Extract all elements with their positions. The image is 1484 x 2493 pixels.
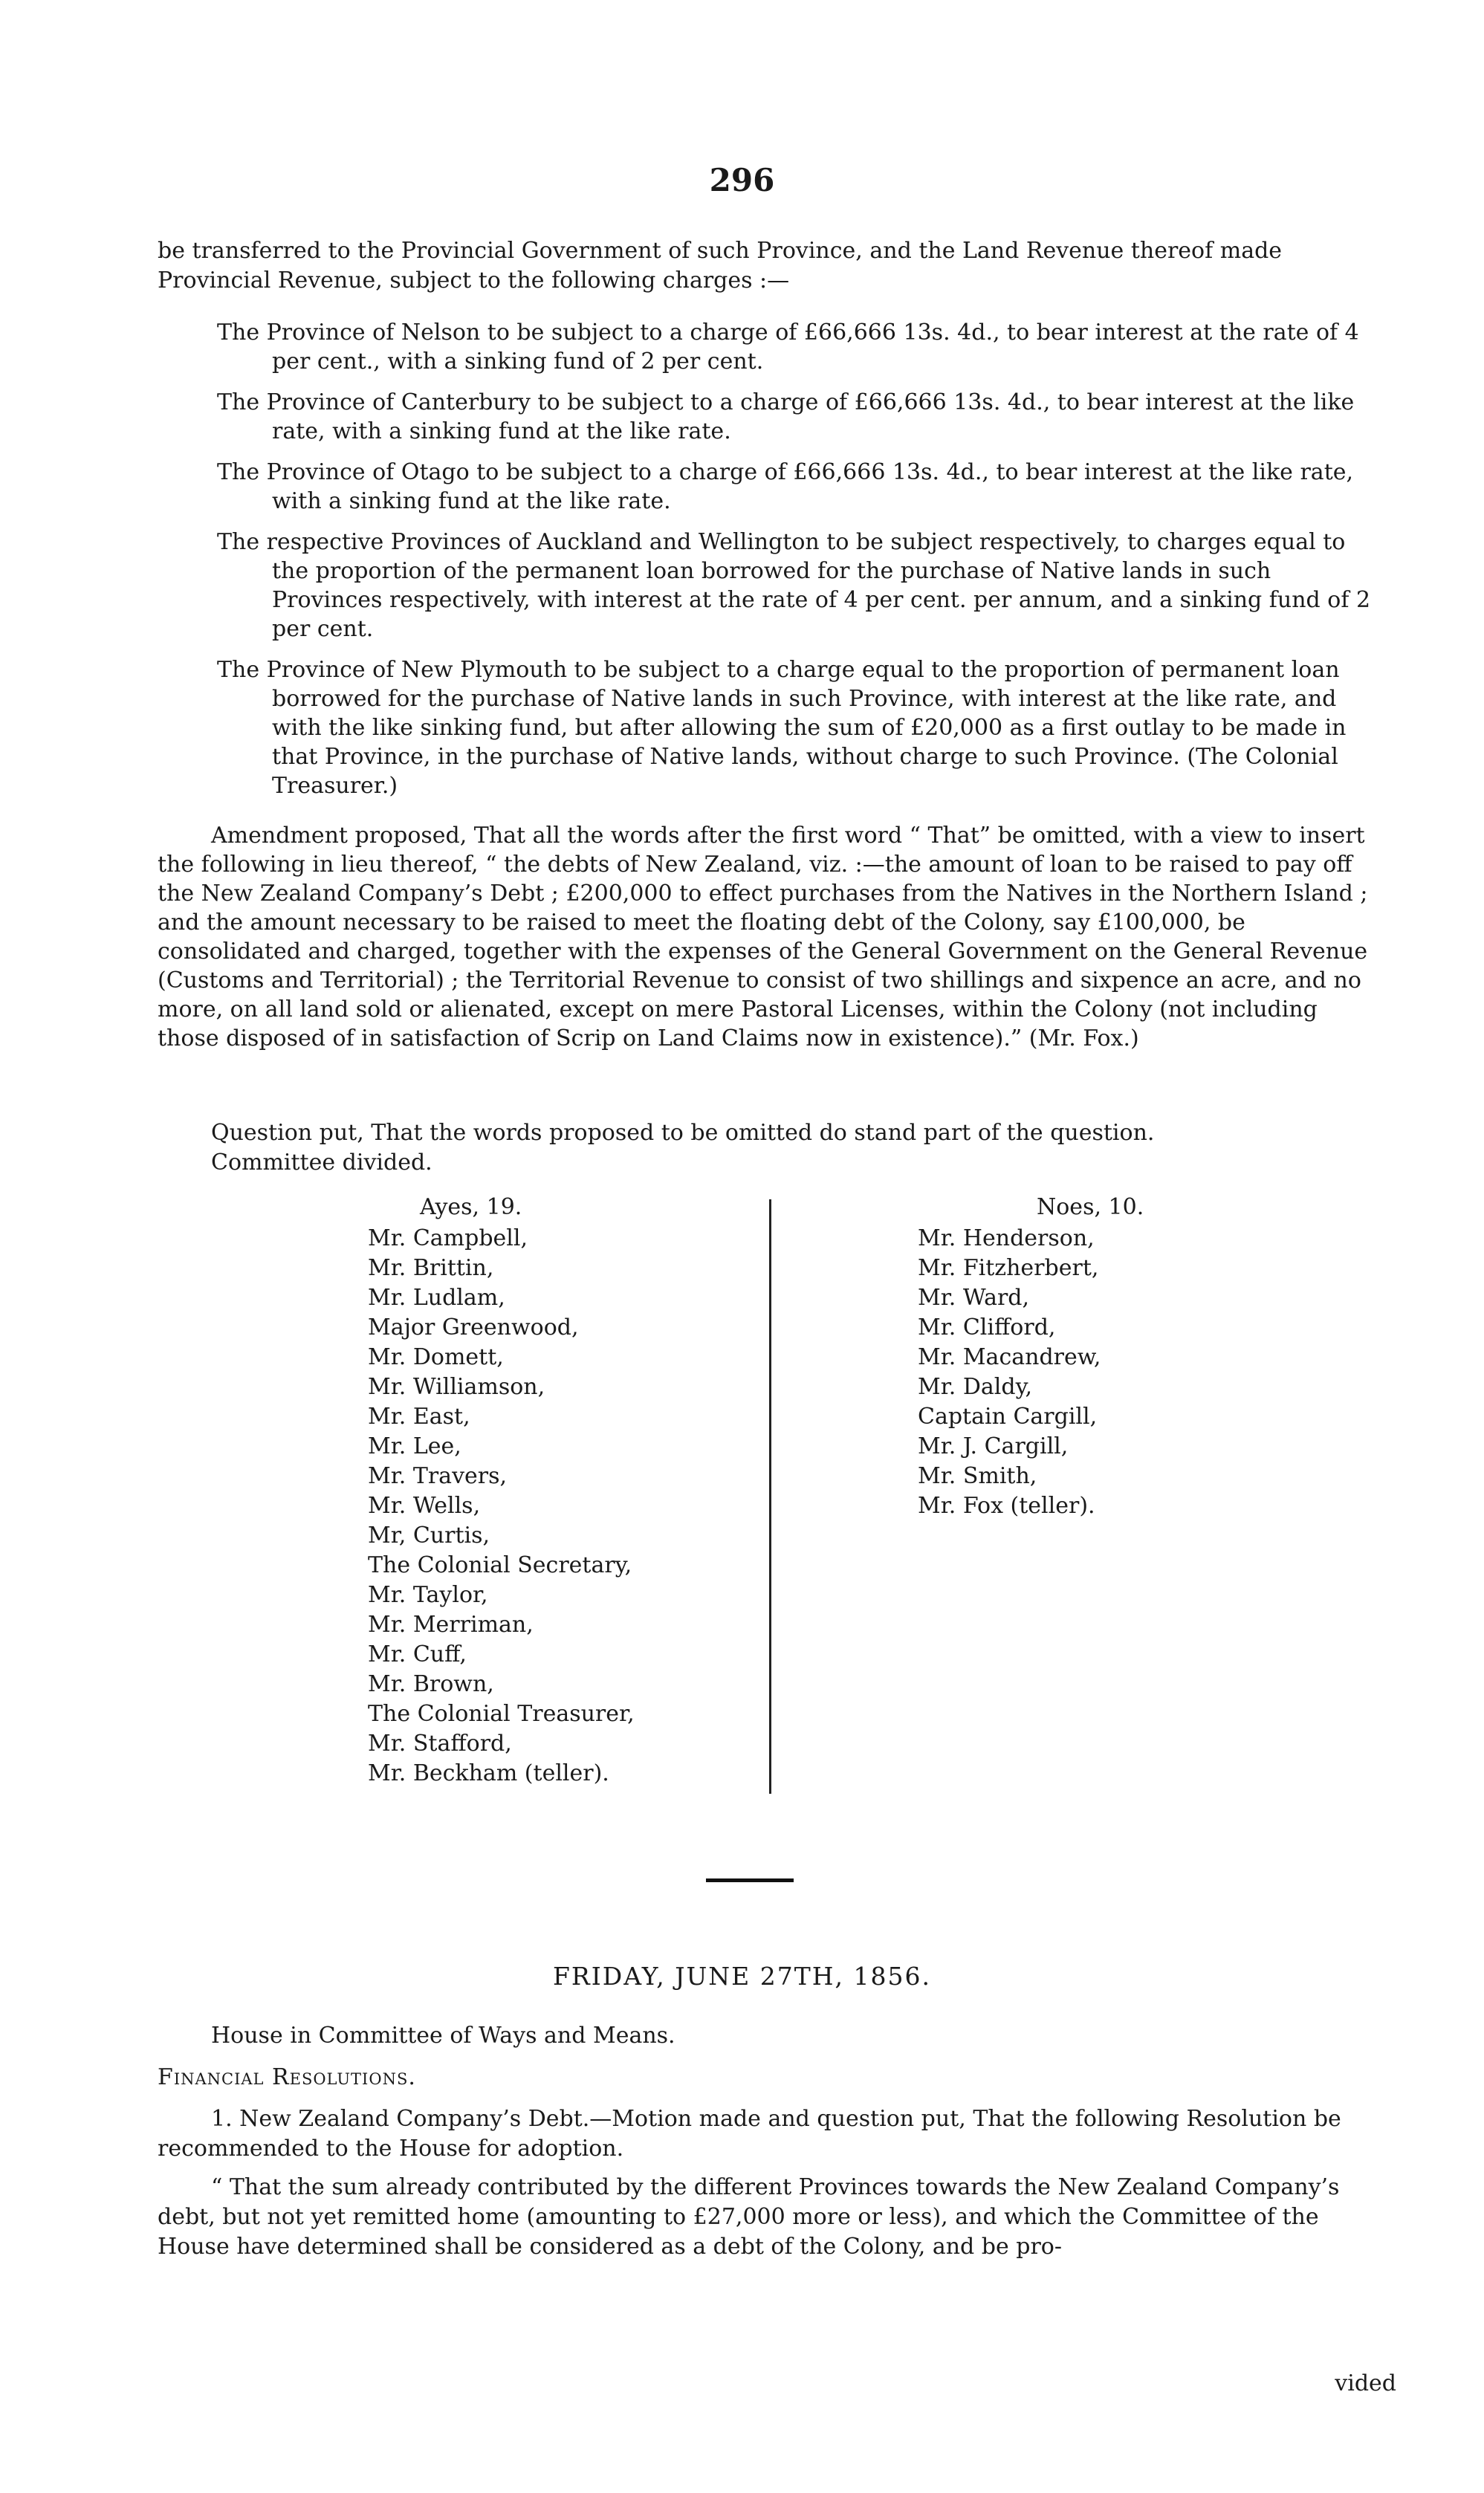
charge-nelson: The Province of Nelson to be subject to a charge of £66,666 13s. 4d., to bear interest at the rate of 4 per cent., with a sinking fund of 2 per cent.	[217, 320, 1359, 375]
date-heading: FRIDAY, JUNE 27TH, 1856.	[553, 1962, 931, 1991]
charge-canterbury: The Province of Canterbury to be subject to a charge of £66,666 13s. 4d., to bear interest at the like rate, with a sinking fund at the like rate.	[217, 389, 1355, 444]
charge-otago: The Province of Otago to be subject to a charge of £66,666 13s. 4d., to bear interest at the like rate, with a sinking fund at the like rate.	[217, 459, 1354, 514]
committee-divided: Committee divided.	[211, 1150, 432, 1176]
proceedings-block	[158, 2021, 1384, 2262]
question-text: Question put, That the words proposed to be omitted do stand part of the question.	[211, 1120, 1155, 1146]
section-rule	[706, 1878, 794, 1882]
list-item: Mr. Clifford,	[918, 1314, 1056, 1340]
list-item: Mr. Domett,	[368, 1344, 504, 1370]
list-item: Mr. Daldy,	[918, 1374, 1033, 1400]
amendment-paragraph	[158, 821, 1384, 1053]
list-item: Mr. Ludlam,	[368, 1285, 505, 1311]
resolution-quote: “ That the sum already contributed by the different Provinces towards the New Zealand Company’s debt, but not yet remitted home (amounting to £27,000 more or less), and which the Committee of the House have determined shall be considered as a debt of the Colony, and be pro-	[158, 2174, 1340, 2260]
list-item: Mr. Brittin,	[368, 1255, 494, 1281]
list-item: Major Greenwood,	[368, 1314, 579, 1340]
noes-column	[918, 1193, 1304, 1521]
list-item: Mr. Macandrew,	[918, 1344, 1101, 1370]
question-block	[158, 1118, 1384, 1178]
list-item: The Colonial Treasurer,	[368, 1701, 635, 1727]
list-item: Mr. Ward,	[918, 1285, 1030, 1311]
house-committee: House in Committee of Ways and Means.	[211, 2023, 675, 2049]
ayes-heading: Ayes, 19.	[420, 1194, 522, 1220]
list-item: Mr. Fitzherbert,	[918, 1255, 1099, 1281]
list-item: Mr. Smith,	[918, 1463, 1037, 1489]
list-item: Mr. Travers,	[368, 1463, 508, 1489]
list-item: Mr. East,	[368, 1404, 470, 1430]
list-item: The Colonial Secretary,	[368, 1552, 632, 1578]
list-item: Mr. Taylor,	[368, 1582, 488, 1608]
list-item: Mr. Wells,	[368, 1493, 481, 1519]
amendment-text: Amendment proposed, That all the words after the first word “ That” be omitted, with a view to insert the following in lieu thereof, “ the debts of New Zealand, viz. :—the amount of loan to be raised to pay off the New Zealand Company’s Debt ; £200,000 to effect purchases from the Natives in the Northern Island ; and the amount necessary to be raised to meet the floating debt of the Colony, say £100,000, be consolidated and charged, together with the expenses of the General Government on the General Revenue (Customs and Territorial) ; the Territorial Revenue to consist of two shillings and sixpence an acre, and no more, on all land sold or alienated, except on mere Pastoral Licenses, within the Colony (not including those disposed of in satisfaction of Scrip on Land Claims now in existence).” (Mr. Fox.)	[158, 823, 1368, 1051]
noes-list	[918, 1224, 1304, 1521]
list-item: Mr. Merriman,	[368, 1612, 534, 1638]
list-item: Mr. Williamson,	[368, 1374, 545, 1400]
list-item: Mr. Beckham (teller).	[368, 1760, 609, 1786]
resolution-1: 1. New Zealand Company’s Debt.—Motion made and question put, That the following Resolution be recommended to the House for adoption.	[158, 2106, 1341, 2162]
list-item: Captain Cargill,	[918, 1404, 1098, 1430]
financial-heading: Financial Resolutions.	[158, 2064, 416, 2090]
catchword: vided	[1335, 2370, 1396, 2396]
division-divider	[769, 1199, 771, 1794]
list-item: Mr. Stafford,	[368, 1731, 512, 1757]
charge-auckland-wellington: The respective Provinces of Auckland and Wellington to be subject respectively, to charges equal to the proportion of the permanent loan borrowed for the purchase of Native lands in such Provinces respectively, with interest at the rate of 4 per cent. per annum, and a sinking fund of 2 per cent.	[217, 529, 1371, 642]
charge-new-plymouth: The Province of New Plymouth to be subject to a charge equal to the proportion of permanent loan borrowed for the purchase of Native lands in such Province, with interest at the like rate, and with the like sinking fund, but after allowing the sum of £20,000 as a first outlay to be made in that Province, in the purchase of Native lands, without charge to such Province. (The Colonial Treasurer.)	[217, 657, 1347, 799]
list-item: Mr. Henderson,	[918, 1225, 1095, 1251]
list-item: Mr. J. Cargill,	[918, 1433, 1069, 1459]
list-item: Mr. Cuff,	[368, 1641, 467, 1667]
page-number: 296	[709, 162, 775, 198]
ayes-column	[368, 1193, 754, 1789]
opening-text: be transferred to the Provincial Government of such Province, and the Land Revenue thereof made Provincial Revenue, subject to the following charges :—	[158, 238, 1283, 294]
list-item: Mr. Campbell,	[368, 1225, 528, 1251]
list-item: Mr. Fox (teller).	[918, 1493, 1095, 1519]
ayes-list	[368, 1224, 754, 1789]
list-item: Mr. Lee,	[368, 1433, 461, 1459]
list-item: Mr. Brown,	[368, 1671, 494, 1697]
opening-paragraph	[158, 236, 1384, 296]
list-item: Mr, Curtis,	[368, 1523, 490, 1549]
charges-list	[158, 318, 1384, 812]
noes-heading: Noes, 10.	[1037, 1194, 1144, 1220]
